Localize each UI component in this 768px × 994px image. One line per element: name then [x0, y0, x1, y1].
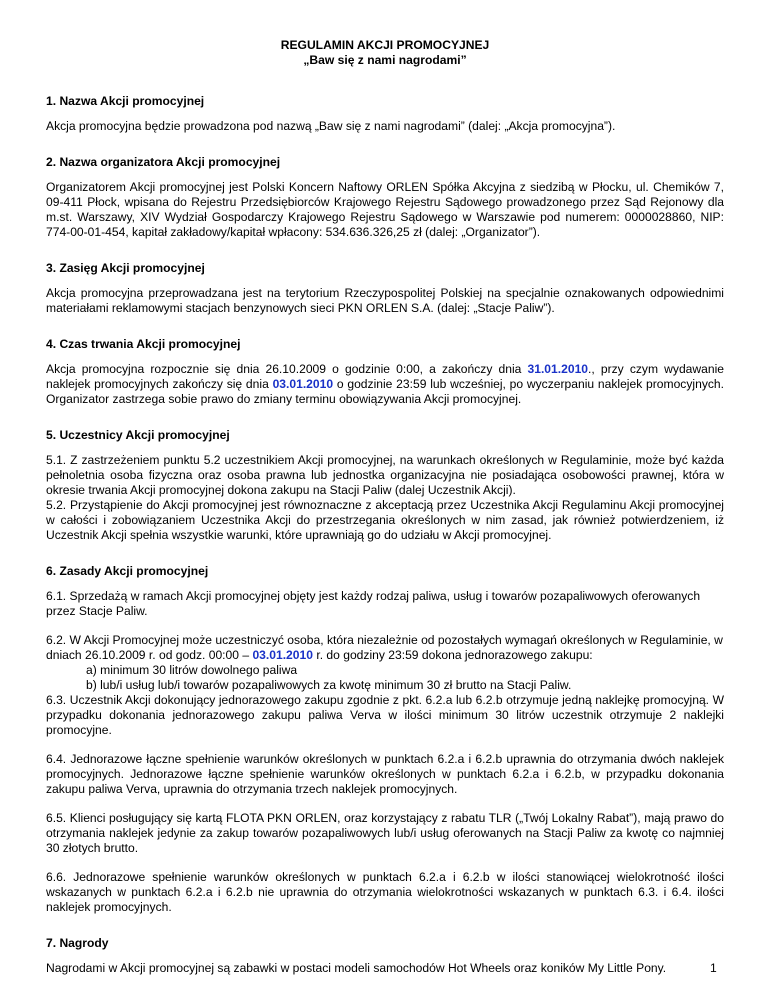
- section-2-text: Organizatorem Akcji promocyjnej jest Polski Koncern Naftowy ORLEN Spółka Akcyjna z siedzibą w Płocku, ul. Chemików 7, 09-411 Płock, wpisana do Rejestru Przedsiębiorców Krajowego Rejestru Sądowego prowadzonego przez Sąd Rejonowy dla m.st. Warszawy, XIV Wydział Gospodarczy Krajowego Rejestru Sądowego w Warszawie pod numerem: 0000028860, NIP: 774-00-01-454, kapitał zakładowy/kapitał wpłacony: 534.636.326,25 zł (dalej: „Organizator”).: [46, 180, 724, 239]
- section-5-1: 5.1. Z zastrzeżeniem punktu 5.2 uczestnikiem Akcji promocyjnej, na warunkach określonych w Regulaminie, może być każda pełnoletnia osoba fizyczna oraz osoba prawna lub jednostka organizacyjna nie posiadająca osobowości prawnej, która w okresie trwania Akcji promocyjnej dokona zakupu na Stacji Paliw (dalej Uczestnik Akcji).: [46, 453, 724, 497]
- section-5-heading: 5. Uczestnicy Akcji promocyjnej: [46, 428, 230, 442]
- section-1-text: Akcja promocyjna będzie prowadzona pod nazwą „Baw się z nami nagrodami” (dalej: „Akcja promocyjna”).: [46, 119, 616, 133]
- page-number: 1: [710, 961, 717, 975]
- section-6-2-part-1: 6.2. W Akcji Promocyjnej może uczestniczyć osoba, która niezależnie od pozostałych wymagań określonych w Regulaminie, w dniach 26.10.2009 r. od godz. 00:00 –: [46, 633, 723, 662]
- section-6-6: 6.6. Jednorazowe spełnienie warunków określonych w punktach 6.2.a i 6.2.b w ilości stanowiącej wielokrotność ilości wskazanych w punktach 6.2.a i 6.2.b nie uprawnia do otrzymania wielokrotności wskazanych w punktach 6.3. i 6.4. ilości naklejek promocyjnych.: [46, 870, 724, 914]
- end-date: 31.01.2010: [527, 362, 589, 376]
- sticker-end-date: 03.01.2010: [272, 377, 334, 391]
- section-1-heading: 1. Nazwa Akcji promocyjnej: [46, 94, 205, 108]
- document-page: [46, 38, 724, 976]
- purchase-conditions-list: [46, 663, 724, 693]
- section-6-2-date: 03.01.2010: [252, 648, 313, 662]
- title-line-1: REGULAMIN AKCJI PROMOCYJNEJ: [280, 38, 490, 52]
- section-4-part-2: ., przy czym wydawanie naklejek promocyjnych zakończy się dnia: [46, 362, 724, 391]
- section-4-part-3: o godzinie 23:59 lub wcześniej, po wyczerpaniu naklejek promocyjnych. Organizator zastrzega sobie prawo do zmiany terminu obowiązywania Akcji promocyjnej.: [46, 377, 724, 406]
- document-title: [46, 38, 724, 68]
- section-6-heading: 6. Zasady Akcji promocyjnej: [46, 564, 209, 578]
- list-item: b) lub/i usług lub/i towarów pozapaliwowych za kwotę minimum 30 zł brutto na Stacji Paliw.: [86, 678, 572, 692]
- title-line-2: „Baw się z nami nagrodami”: [303, 53, 467, 67]
- section-5-2: 5.2. Przystąpienie do Akcji promocyjnej jest równoznaczne z akceptacją przez Uczestnika Akcji Regulaminu Akcji promocyjnej w całości i zobowiązaniem Uczestnika Akcji do przestrzegania określonych w nim zasad, jak również potwierdzeniem, iż Uczestnik Akcji spełnia wszystkie warunki, które uprawniają go do udziału w Akcji promocyjnej.: [46, 498, 724, 542]
- section-7-text: Nagrodami w Akcji promocyjnej są zabawki w postaci modeli samochodów Hot Wheels oraz koników My Little Pony.: [46, 961, 667, 975]
- section-6-1: 6.1. Sprzedażą w ramach Akcji promocyjnej objęty jest każdy rodzaj paliwa, usług i towarów pozapaliwowych oferowanych przez Stacje Paliw.: [46, 589, 701, 618]
- section-6-2: [46, 633, 724, 663]
- section-7-heading: 7. Nagrody: [46, 936, 109, 950]
- section-4-heading: 4. Czas trwania Akcji promocyjnej: [46, 337, 241, 351]
- section-4-text: [46, 362, 724, 407]
- section-3-heading: 3. Zasięg Akcji promocyjnej: [46, 261, 205, 275]
- section-6-3: 6.3. Uczestnik Akcji dokonujący jednorazowego zakupu zgodnie z pkt. 6.2.a lub 6.2.b otrzymuje jedną naklejkę promocyjną. W przypadku dokonania jednorazowego zakupu paliwa Verva w ilości minimum 30 litrów uczestnik otrzymuje 2 naklejki promocyjne.: [46, 693, 724, 737]
- section-6-2-part-2: r. do godziny 23:59 dokona jednorazowego zakupu:: [312, 648, 593, 662]
- section-2-heading: 2. Nazwa organizatora Akcji promocyjnej: [46, 155, 281, 169]
- list-item: a) minimum 30 litrów dowolnego paliwa: [86, 663, 298, 677]
- section-3-text: Akcja promocyjna przeprowadzana jest na terytorium Rzeczypospolitej Polskiej na specjalnie oznakowanych odpowiednimi materiałami reklamowymi stacjach benzynowych sieci PKN ORLEN S.A. (dalej: „Stacje Paliw”).: [46, 286, 724, 315]
- section-4-part-1: Akcja promocyjna rozpocznie się dnia 26.10.2009 o godzinie 0:00, a zakończy dnia: [46, 362, 528, 376]
- section-6-4: 6.4. Jednorazowe łączne spełnienie warunków określonych w punktach 6.2.a i 6.2.b uprawnia do otrzymania dwóch naklejek promocyjnych. Jednorazowe łączne spełnienie warunków określonych w punktach 6.2.a i 6.2.b, w przypadku dokonania zakupu paliwa Verva, uprawnia do otrzymania trzech naklejek promocyjnych.: [46, 752, 724, 796]
- section-6-5: 6.5. Klienci posługujący się kartą FLOTA PKN ORLEN, oraz korzystający z rabatu TLR („Twój Lokalny Rabat”), mają prawo do otrzymania naklejek jedynie za zakup towarów pozapaliwowych lub/i usług oferowanych na Stacji Paliw za kwotę co najmniej 30 złotych brutto.: [46, 811, 724, 855]
